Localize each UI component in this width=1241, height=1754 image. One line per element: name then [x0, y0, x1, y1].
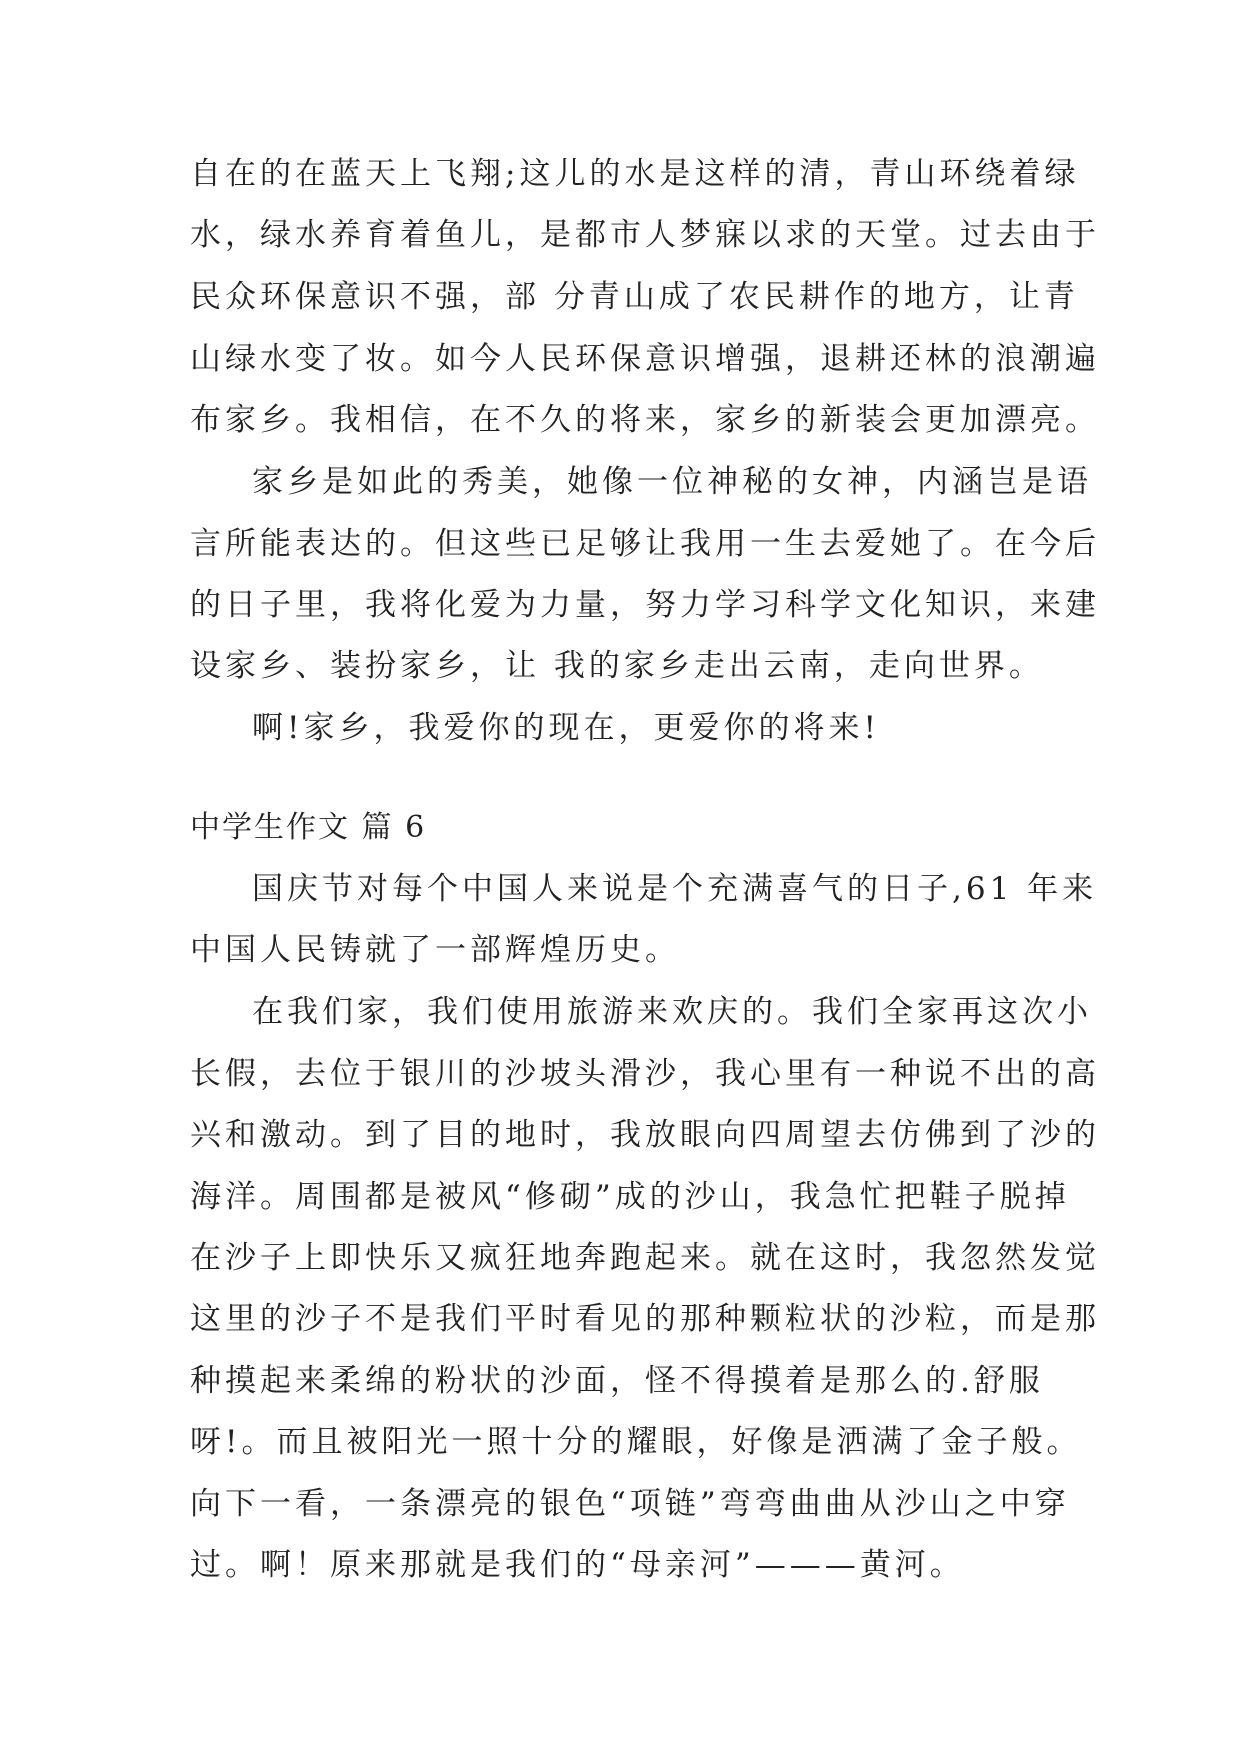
text-line: 的日子里，我将化爱为力量，努力学习科学文化知识，来建: [190, 587, 1100, 623]
text-line: 过。啊！原来那就是我们的“母亲河”———黄河。: [190, 1547, 965, 1583]
text-line: 山绿水变了妆。如今人民环保意识增强，退耕还林的浪潮遍: [190, 341, 1100, 377]
text-line: 家乡是如此的秀美，她像一位神秘的女神，内涵岂是语: [252, 464, 1092, 500]
text-line: 在我们家，我们使用旅游来欢庆的。我们全家再这次小: [252, 994, 1092, 1030]
text-line: 在沙子上即快乐又疯狂地奔跑起来。就在这时，我忽然发觉: [190, 1240, 1100, 1276]
text-line: 言所能表达的。但这些已足够让我用一生去爱她了。在今后: [190, 526, 1100, 562]
text-line: 设家乡、装扮家乡，让 我的家乡走出云南，走向世界。: [190, 648, 1044, 684]
text-line: 呀!。而且被阳光一照十分的耀眼，好像是洒满了金子般。: [190, 1424, 1082, 1460]
text-line: 种摸起来柔绵的粉状的沙面，怪不得摸着是那么的.舒服: [190, 1363, 1044, 1399]
text-line: 兴和激动。到了目的地时，我放眼向四周望去仿佛到了沙的: [190, 1117, 1100, 1153]
text-line: 国庆节对每个中国人来说是个充满喜气的日子,61 年来: [252, 871, 1098, 907]
text-line: 海洋。周围都是被风“修砌”成的沙山，我急忙把鞋子脱掉: [190, 1179, 1070, 1215]
text-line: 向下一看，一条漂亮的银色“项链”弯弯曲曲从沙山之中穿: [190, 1486, 1070, 1522]
text-line: 啊!家乡，我爱你的现在，更爱你的将来!: [252, 710, 880, 746]
text-line: 布家乡。我相信，在不久的将来，家乡的新装会更加漂亮。: [190, 402, 1100, 438]
text-line: 民众环保意识不强，部 分青山成了农民耕作的地方，让青: [190, 279, 1079, 315]
text-line: 中国人民铸就了一部辉煌历史。: [190, 932, 680, 968]
section-heading: 中学生作文 篇 6: [190, 810, 427, 845]
text-line: 水，绿水养育着鱼儿，是都市人梦寐以求的天堂。过去由于: [190, 217, 1100, 253]
text-line: 长假，去位于银川的沙坡头滑沙，我心里有一种说不出的高: [190, 1056, 1100, 1092]
text-line: 这里的沙子不是我们平时看见的那种颗粒状的沙粒，而是那: [190, 1301, 1100, 1337]
text-line: 自在的在蓝天上飞翔;这儿的水是这样的清，青山环绕着绿: [190, 156, 1080, 192]
